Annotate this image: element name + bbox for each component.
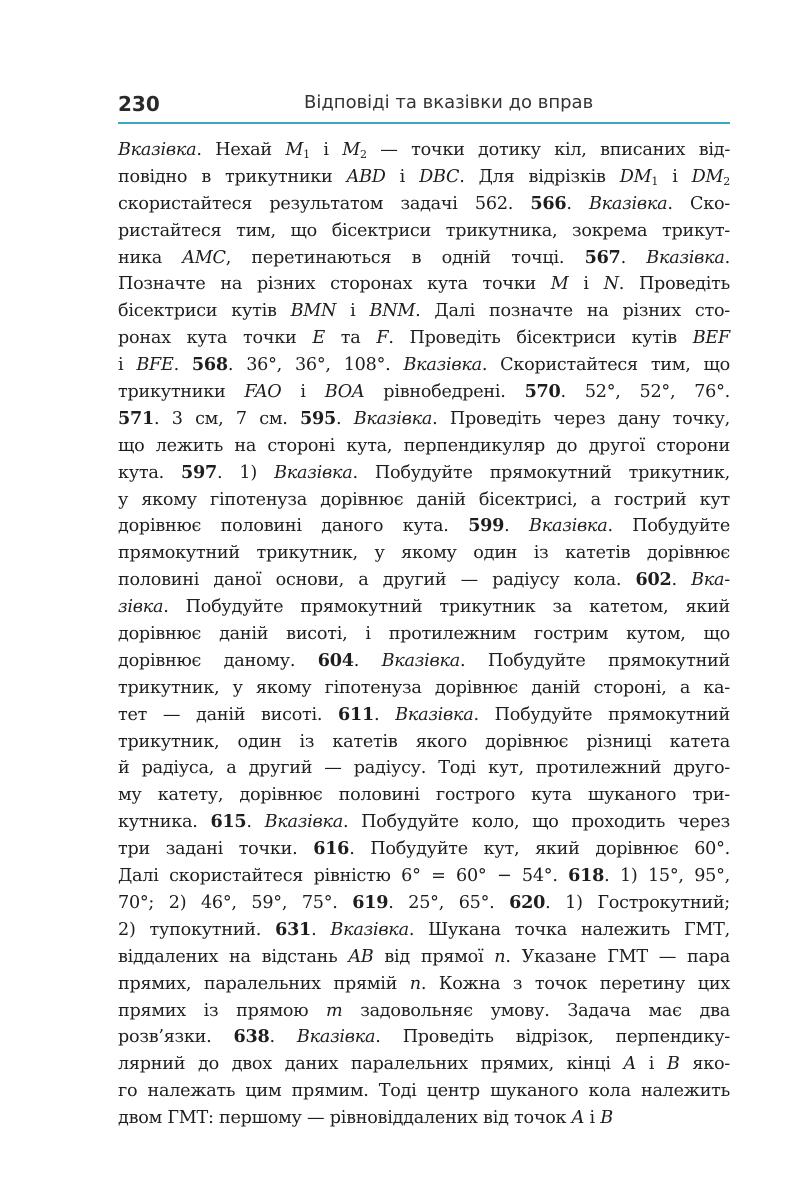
text-run: — точки дотику кіл, вписаних від- <box>366 140 731 160</box>
text-line <box>118 271 730 298</box>
text-run: . <box>566 193 589 214</box>
text-run: повідно в трикутники <box>118 166 347 187</box>
text-run: . Для відрізків <box>459 166 620 187</box>
text-run: тет — даній висоті. <box>118 704 339 725</box>
text-run: Вказівка <box>296 1027 376 1048</box>
exercise-number: 571 <box>118 407 154 429</box>
subscript: 2 <box>723 174 731 188</box>
text-run: A <box>623 1054 636 1075</box>
text-run: і <box>118 355 137 376</box>
text-run: M <box>342 140 361 160</box>
text-run: . Побудуйте коло, що проходить через <box>342 812 730 833</box>
text-run: E <box>312 328 325 349</box>
text-run: дорівнює даній висоті, і протилежним гострим кутом, що <box>118 624 730 645</box>
text-run: FAO <box>244 382 282 403</box>
text-run: . Побудуйте <box>607 516 730 537</box>
text-run: Вказівка <box>646 247 725 268</box>
text-line <box>118 487 730 514</box>
text-run: Вказівка <box>395 704 474 725</box>
text-run: Вказівка <box>330 919 409 940</box>
text-line <box>118 621 730 648</box>
exercise-number: 638 <box>233 1026 270 1048</box>
text-line <box>118 809 730 836</box>
header-rule <box>118 122 730 124</box>
text-run: го належать цим прямим. Тоді центр шуканого кола належить <box>118 1081 730 1102</box>
text-line <box>118 1105 730 1132</box>
exercise-number: 618 <box>568 865 605 887</box>
text-line <box>118 245 730 272</box>
exercise-number: 616 <box>313 838 350 860</box>
text-run: і <box>635 1054 667 1075</box>
text-run: . <box>724 247 730 268</box>
text-line <box>118 567 730 594</box>
text-run: . Побудуйте прямокутний трикутник, <box>352 462 731 483</box>
page-header <box>118 84 730 124</box>
text-run: двом ГМТ: першому — рівновіддалених від точок <box>118 1108 572 1129</box>
text-run: . Проведіть <box>618 274 730 295</box>
text-run: трикутник, у якому гіпотенуза дорівнює даній стороні, а ка- <box>118 677 730 698</box>
running-title: Відповіді та вказівки до вправ <box>304 92 594 113</box>
text-run: три задані точки. <box>118 839 314 860</box>
text-run: що лежить на стороні кута, перпендикуляр до другої сторони <box>118 435 730 456</box>
text-line <box>118 379 730 406</box>
text-line <box>118 540 730 567</box>
text-line <box>118 298 730 325</box>
text-run: ронах кута точки <box>118 328 313 349</box>
text-run: . Скористайтеся тим, що <box>481 355 730 376</box>
text-line <box>118 433 730 460</box>
text-run: й радіуса, а другий — радіусу. Тоді кут, протилежний друго- <box>118 758 730 779</box>
text-run: Вказівка <box>589 193 668 214</box>
text-run: . Далі позначте на різних сто- <box>415 301 731 322</box>
text-run: Вка- <box>691 570 730 591</box>
text-run: , перетинаються в одній точці. <box>225 247 585 268</box>
text-run: F <box>376 328 389 349</box>
text-run: . <box>671 570 692 591</box>
text-run: . 1) <box>217 462 275 483</box>
text-run: 70°; 2) 46°, 59°, 75°. <box>118 892 353 913</box>
text-run: DM <box>619 166 652 187</box>
text-run: . 1) Гострокутний; <box>545 892 730 913</box>
text-run: Вказівка <box>403 355 482 376</box>
text-run: M <box>285 140 304 160</box>
text-run: яко- <box>679 1054 730 1075</box>
text-run: прямих із прямою <box>118 1000 327 1021</box>
text-run: половині даної основи, а другий — радіусу кола. <box>118 570 636 591</box>
text-run: B <box>600 1108 613 1129</box>
text-run: і <box>309 140 343 160</box>
text-run: трикутники <box>118 382 245 403</box>
text-run: BFE <box>136 355 174 376</box>
subscript: 2 <box>360 148 367 161</box>
text-run: Позначте на різних сторонах кута точки <box>118 274 551 295</box>
exercise-number: 568 <box>191 354 228 376</box>
text-line <box>118 406 730 433</box>
text-run: AMC <box>182 247 226 268</box>
text-line <box>118 648 730 675</box>
text-run: . <box>246 812 265 833</box>
text-run: . 1) 15°, 95°, <box>604 866 730 887</box>
text-run: . <box>353 650 382 671</box>
text-run: M <box>550 274 569 295</box>
text-run: і <box>568 274 604 295</box>
text-run: . <box>374 704 396 725</box>
text-run: і <box>281 382 325 403</box>
text-run: n <box>409 973 421 994</box>
text-run: . Побудуйте кут, який дорівнює 60°. <box>349 839 730 860</box>
subscript: 1 <box>303 148 310 161</box>
text-line <box>118 917 730 944</box>
text-run: ABD <box>346 166 386 187</box>
text-run: . Побудуйте прямокутний трикутник за катетом, який <box>163 597 730 618</box>
text-run: рівнобедрені. <box>364 382 525 403</box>
text-run: . Ско- <box>667 193 731 214</box>
text-run: дорівнює даному. <box>118 650 318 671</box>
exercise-number: 615 <box>210 811 247 833</box>
text-run: DBC <box>419 166 460 187</box>
text-run: . <box>311 919 331 940</box>
text-run: . Шукана точка належить ГМТ, <box>408 919 731 940</box>
text-run: . <box>504 516 530 537</box>
text-run: . Побудуйте прямокутний <box>460 650 730 671</box>
exercise-number: 595 <box>300 407 336 429</box>
text-run: бісектриси кутів <box>118 301 291 322</box>
exercise-number: 567 <box>584 246 621 268</box>
text-run: n <box>494 946 506 967</box>
text-run: N <box>603 274 619 295</box>
text-run: . 25°, 65°. <box>388 892 510 913</box>
text-line <box>118 1051 730 1078</box>
text-run: BEF <box>692 328 730 349</box>
text-run: дорівнює половині даного кута. <box>118 516 469 537</box>
text-line <box>118 1078 730 1105</box>
text-run: прямих, паралельних прямій <box>118 973 410 994</box>
text-run: . <box>269 1027 297 1048</box>
text-line <box>118 137 730 164</box>
text-run: скористайтеся результатом задачі 562. <box>118 193 531 214</box>
text-run: і <box>584 1108 601 1129</box>
text-run: Далі скористайтеся рівністю 6° = 60° − 54°. <box>118 866 569 887</box>
text-run: . 52°, 52°, 76°. <box>560 382 731 403</box>
text-line <box>118 836 730 863</box>
text-run: у якому гіпотенуза дорівнює даній бісектрисі, а гострий кут <box>118 489 730 510</box>
text-line <box>118 594 730 621</box>
text-line <box>118 890 730 917</box>
text-run: ника <box>118 247 183 268</box>
exercise-number: 602 <box>635 569 672 591</box>
text-run: . Нехай <box>196 140 286 160</box>
exercise-number: 631 <box>275 918 312 940</box>
text-line <box>118 755 730 782</box>
text-run: m <box>326 1000 343 1021</box>
text-line <box>118 218 730 245</box>
text-run: BNM <box>369 301 416 322</box>
text-line <box>118 782 730 809</box>
text-run: BOA <box>324 382 365 403</box>
text-run: та <box>324 328 377 349</box>
text-run: Вказівка <box>529 516 608 537</box>
text-run: . <box>620 247 647 268</box>
text-run: BMN <box>290 301 337 322</box>
text-run: му катету, дорівнює половині гострого кута шуканого три- <box>118 785 730 806</box>
text-run: Вказівка <box>274 462 353 483</box>
text-run: Вказівка <box>353 408 433 429</box>
text-run: . 3 см, 7 см. <box>153 408 300 429</box>
text-run: прямокутний трикутник, у якому один із катетів дорівнює <box>118 543 730 564</box>
text-run: Вказівка <box>381 650 460 671</box>
exercise-number: 599 <box>468 515 505 537</box>
exercise-number: 604 <box>317 649 354 671</box>
text-run: кутника. <box>118 812 211 833</box>
text-line <box>118 352 730 379</box>
text-run: від прямої <box>373 946 495 967</box>
text-line <box>118 944 730 971</box>
exercise-number: 620 <box>509 891 546 913</box>
text-run: DM <box>691 166 724 187</box>
text-line <box>118 998 730 1025</box>
text-run: B <box>666 1054 680 1075</box>
text-run: . Проведіть відрізок, перпендику- <box>375 1027 730 1048</box>
text-run: і <box>658 166 692 187</box>
text-run: . Кожна з точок перетину цих <box>420 973 730 994</box>
exercise-number: 566 <box>530 192 567 214</box>
text-line <box>118 971 730 998</box>
text-run: і <box>385 166 420 187</box>
text-run: зівка <box>118 597 164 618</box>
text-line <box>118 1024 730 1051</box>
exercise-number: 611 <box>338 703 375 725</box>
text-run: . Проведіть бісектриси кутів <box>388 328 693 349</box>
text-line <box>118 863 730 890</box>
text-run: розв’язки. <box>118 1027 234 1048</box>
text-line <box>118 675 730 702</box>
text-run: і <box>336 301 370 322</box>
body-text <box>118 137 730 1132</box>
text-run: . <box>335 408 354 429</box>
text-line <box>118 702 730 729</box>
text-run: трикутник, один із катетів якого дорівнює різниці катета <box>118 731 730 752</box>
text-run: лярний до двох даних паралельних прямих, кінці <box>118 1054 624 1075</box>
text-line <box>118 513 730 540</box>
text-run: 2) тупокутний. <box>118 919 276 940</box>
text-run: A <box>571 1108 585 1129</box>
text-line <box>118 325 730 352</box>
page-number: 230 <box>118 92 160 116</box>
text-line <box>118 164 730 191</box>
exercise-number: 597 <box>181 461 217 483</box>
text-run: AB <box>348 946 374 967</box>
text-run: ристайтеся тим, що бісектриси трикутника, зокрема трикут- <box>118 220 730 241</box>
text-run: задовольняє умову. Задача має два <box>342 1000 730 1021</box>
text-run: . Проведіть через дану точку, <box>432 408 730 429</box>
text-line <box>118 191 730 218</box>
text-run: віддалених на відстань <box>118 946 349 967</box>
text-run: . Указане ГМТ — пара <box>505 946 730 967</box>
text-run: Вказівка <box>264 812 343 833</box>
exercise-number: 570 <box>524 381 561 403</box>
subscript: 1 <box>651 174 659 188</box>
text-run: кута. <box>118 462 182 483</box>
text-run: . 36°, 36°, 108°. <box>227 355 404 376</box>
text-run: . Побудуйте прямокутний <box>473 704 730 725</box>
text-run: . <box>173 355 192 376</box>
text-line <box>118 460 730 487</box>
text-run: Вказівка <box>118 140 197 160</box>
text-line <box>118 729 730 756</box>
exercise-number: 619 <box>352 891 389 913</box>
